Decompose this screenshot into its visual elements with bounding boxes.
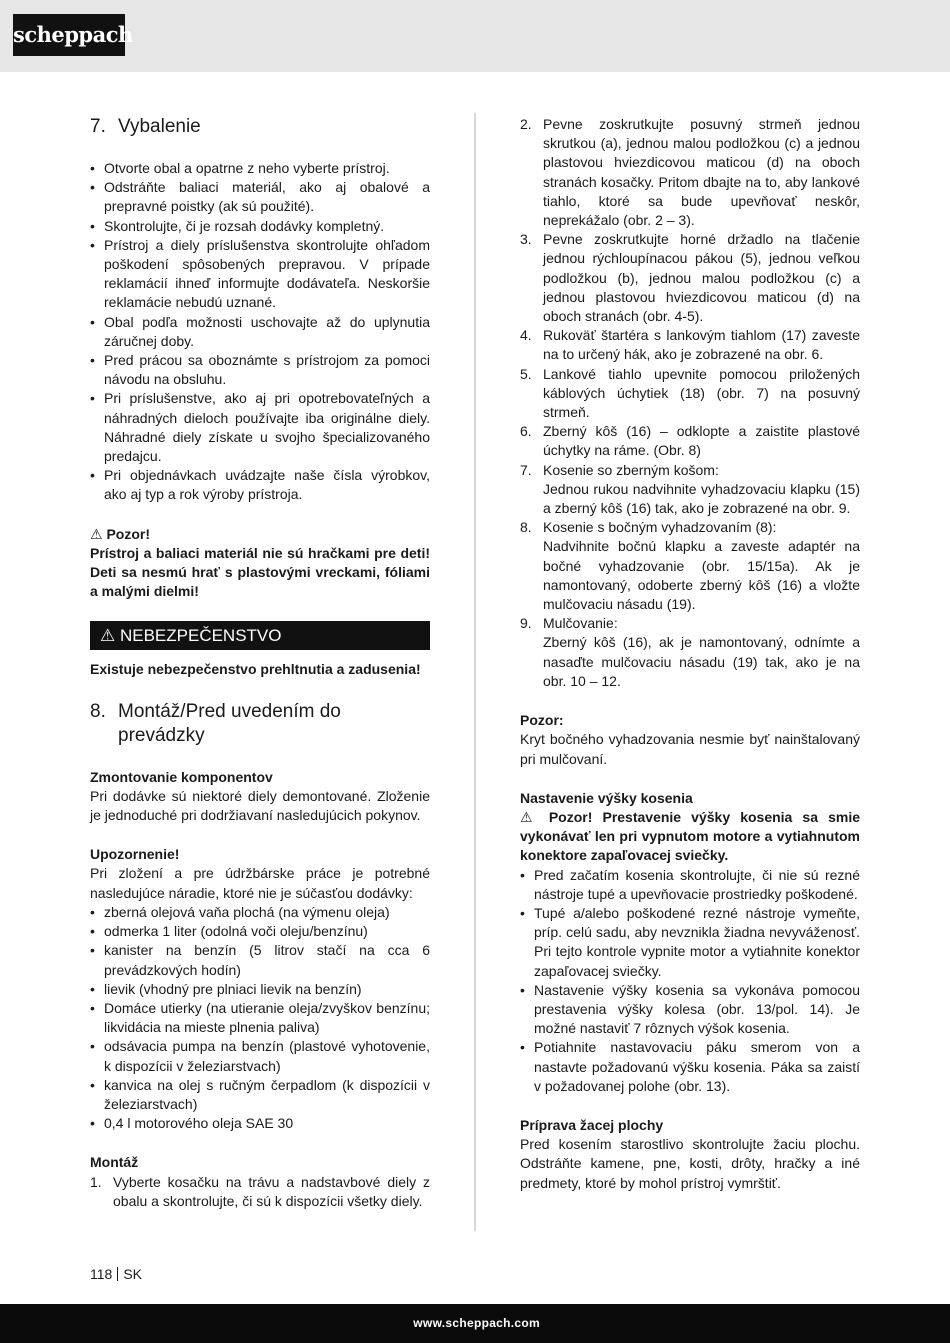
- step-text: Pevne zoskrutkujte posuvný strmeň jednou skrutkou (a), jednou malou podložkou (c) a jednou plastovou hviezdicovou maticou (d) na oboch stranách kosačky. Pritom dbajte na to, aby lankové tiahlo, ktoré sa bude upevňovať neskôr, neprekážalo (obr. 2 – 3).: [543, 116, 860, 229]
- step-number: 1.: [90, 1173, 102, 1190]
- section-title: Montáž/Pred uvedením do prevádzky: [118, 700, 341, 746]
- step-text: Pevne zoskrutkujte horné držadlo na tlačenie jednou rýchloupínacou pákou (5), jednou veľkou podložkou (b), jednou malou podložkou (c) a jednou plastovou hviezdicovou maticou (d) na oboch stranách (obr. 4-5).: [543, 231, 860, 325]
- column-divider: [474, 113, 476, 1231]
- list-item: • Pri príslušenstve, ako aj pri opotrebovateľných a náhradných dieloch používajte iba originálne diely. Náhradné diely získate u svojho špecializovaného predajcu.: [90, 389, 430, 466]
- list-item: • Prístroj a diely príslušenstva skontrolujte ohľadom poškodení spôsobených prepravou. V prípade reklamácií ihneď informujte dodávateľa. Neskoršie reklamácie nebudú uznané.: [90, 236, 430, 313]
- language-code: SK: [123, 1266, 143, 1282]
- step-label: Kosenie so zberným košom:: [543, 461, 719, 478]
- step-text: Rukoväť štartéra s lankovým tiahlom (17) zaveste na to určený hák, ako je zobrazené na obr. 6.: [543, 327, 860, 363]
- list-item: • Pri objednávkach uvádzajte naše čísla výrobkov, ako aj typ a rok výroby prístroja.: [90, 466, 430, 504]
- assembly-steps: [90, 1173, 430, 1211]
- list-item: • Obal podľa možnosti uschovajte až do uplynutia záručnej doby.: [90, 313, 430, 351]
- step-number: 4.: [520, 327, 532, 344]
- step-item: [520, 422, 860, 460]
- step-detail: Nadvihnite bočnú klapku a zaveste adaptér na bočné vyhadzovanie (obr. 15/15a). Ak je namontovaný, odoberte zberný kôš (16) a vložte mulčovaciu násadu (19).: [543, 538, 860, 613]
- step-number: 3.: [520, 231, 532, 248]
- subheading-notice: Upozornenie!: [90, 846, 180, 863]
- assembly-steps-continued: [520, 115, 860, 691]
- subheading-montaz: Montáž: [90, 1154, 139, 1171]
- list-item: • Otvorte obal a opatrne z neho vyberte prístroj.: [90, 159, 430, 178]
- unpacking-list: [90, 159, 430, 505]
- step-text: [543, 461, 860, 519]
- step-number: 6.: [520, 423, 532, 440]
- step-item: [520, 365, 860, 423]
- step-detail: Jednou rukou nadvihnite vyhadzovaciu klapku (15) a zberný kôš (16) tak, ako je zobrazené na obr. 9.: [543, 480, 860, 517]
- page-number-value: 118: [90, 1266, 113, 1282]
- cut-height-list: [520, 866, 860, 1096]
- list-item: • Skontrolujte, či je rozsah dodávky kompletný.: [90, 217, 430, 236]
- step-number: 8.: [520, 519, 532, 536]
- step-text: [543, 614, 860, 691]
- list-item: • odmerka 1 liter (odolná voči oleju/benzínu): [90, 922, 430, 941]
- step-text: [543, 518, 860, 614]
- subheading-components: Zmontovanie komponentov: [90, 768, 273, 785]
- section-title: Vybalenie: [118, 116, 201, 137]
- section-number: 7.: [90, 116, 106, 137]
- list-item: • 0,4 l motorového oleja SAE 30: [90, 1114, 430, 1133]
- paragraph: Pri dodávke sú niektoré diely demontované. Zloženie je jednoduché pri dodržiavaní nasledujúcich pokynov.: [90, 787, 430, 824]
- left-column: [90, 115, 430, 1211]
- paragraph: Pred kosením starostlivo skontrolujte žaciu plochu. Odstráňte kamene, pne, kosti, drôty, hračky a iné predmety, ktoré by mohol prístroj vymrštiť.: [520, 1136, 860, 1191]
- step-item: [520, 614, 860, 691]
- step-item: [520, 115, 860, 230]
- list-item: • Potiahnite nastavovaciu páku smerom von a nastavte požadovanú výšku kosenia. Páka sa zaistí v požadovanej polohe (obr. 13).: [520, 1038, 860, 1096]
- subheading-preparation: Príprava žacej plochy: [520, 1116, 664, 1133]
- page-header: [0, 0, 950, 72]
- section-8-heading: [90, 700, 430, 748]
- list-item: • Nastavenie výšky kosenia sa vykonáva pomocou prestavenia výšky kolesa (obr. 13/pol. 14). Je možné nastaviť 7 rôznych výšok kosenia.: [520, 981, 860, 1039]
- step-text: Vyberte kosačku na trávu a nadstavbové diely z obalu a skontrolujte, či sú k dispozícii všetky diely.: [113, 1173, 430, 1209]
- step-item: [520, 461, 860, 519]
- step-number: 7.: [520, 461, 532, 478]
- step-item: [520, 326, 860, 364]
- paragraph: Pri zložení a pre údržbárske práce je potrebné nasledujúce náradie, ktoré nie je súčasťou dodávky:: [90, 865, 430, 901]
- warning-text: Prístroj a baliaci materiál nie sú hračkami pre deti! Deti sa nesmú hrať s plastovými vreckami, fóliami a malými dielmi!: [90, 544, 430, 600]
- list-item: • Pred začatím kosenia skontrolujte, či nie sú rezné nástroje tupé a upevňovacie prostriedky poškodené.: [520, 866, 860, 904]
- step-item: [520, 230, 860, 326]
- cut-height-warning: ⚠ Pozor! Prestavenie výšky kosenia sa smie vykonávať len pri vypnutom motore a vytiahnutom konektore zapaľovacej sviečky.: [520, 808, 860, 864]
- website-link[interactable]: www.scheppach.com: [413, 1316, 540, 1330]
- list-item: • zberná olejová vaňa plochá (na výmenu oleja): [90, 903, 430, 922]
- list-item: • Domáce utierky (na utieranie oleja/zvyškov benzínu; likvidácia na mieste plnenia paliva): [90, 999, 430, 1037]
- danger-banner: ⚠ NEBEZPEČENSTVO: [90, 621, 430, 650]
- step-text: Lankové tiahlo upevnite pomocou priložených káblových úchytiek (18) (obr. 7) na posuvný strmeň.: [543, 365, 860, 421]
- list-item: • odsávacia pumpa na benzín (plastové vyhotovenie, k dispozícii v železiarstvach): [90, 1037, 430, 1075]
- list-item: • kanister na benzín (5 litrov stačí na cca 6 prevádzkových hodín): [90, 941, 430, 979]
- step-label: Kosenie s bočným vyhadzovaním (8):: [543, 519, 777, 536]
- step-item: [520, 518, 860, 614]
- step-item: [90, 1173, 430, 1211]
- caution-title: Pozor:: [520, 712, 564, 729]
- step-detail: Zberný kôš (16), ak je namontovaný, odnímte a nasaďte mulčovaciu násadu (19) tak, ako je na obr. 10 – 12.: [543, 634, 860, 689]
- subheading-cut-height: Nastavenie výšky kosenia: [520, 789, 693, 806]
- caution-text: Kryt bočného vyhadzovania nesmie byť nainštalovaný pri mulčovaní.: [520, 731, 860, 767]
- section-7-heading: [90, 115, 430, 139]
- warning-title: ⚠ Pozor!: [90, 525, 150, 542]
- right-column: [520, 115, 860, 1193]
- step-number: 9.: [520, 615, 532, 632]
- step-label: Mulčovanie:: [543, 615, 618, 632]
- list-item: • Pred prácou sa oboznámte s prístrojom za pomoci návodu na obsluhu.: [90, 351, 430, 389]
- section-number: 8.: [90, 700, 106, 722]
- list-item: • Tupé a/alebo poškodené rezné nástroje vymeňte, príp. celú sadu, aby nevznikla žiadna nevyváženosť. Pri tejto kontrole vypnite motor a vytiahnite konektor zapaľovacej sviečky.: [520, 904, 860, 981]
- tools-list: [90, 903, 430, 1133]
- list-item: • Odstráňte baliaci materiál, ako aj obalové a prepravné poistky (ak sú použité).: [90, 178, 430, 216]
- step-text: Zberný kôš (16) – odklopte a zaistite plastové úchytky na ráme. (Obr. 8): [543, 423, 860, 459]
- brand-logo: scheppach: [13, 14, 125, 56]
- list-item: • kanvica na olej s ručným čerpadlom (k dispozícii v železiarstvach): [90, 1076, 430, 1114]
- step-number: 5.: [520, 365, 532, 382]
- danger-text: Existuje nebezpečenstvo prehltnutia a zadusenia!: [90, 661, 421, 678]
- list-item: • lievik (vhodný pre plniaci lievik na benzín): [90, 980, 430, 999]
- separator: [117, 1267, 118, 1281]
- step-number: 2.: [520, 116, 532, 132]
- page-number: [90, 1265, 142, 1283]
